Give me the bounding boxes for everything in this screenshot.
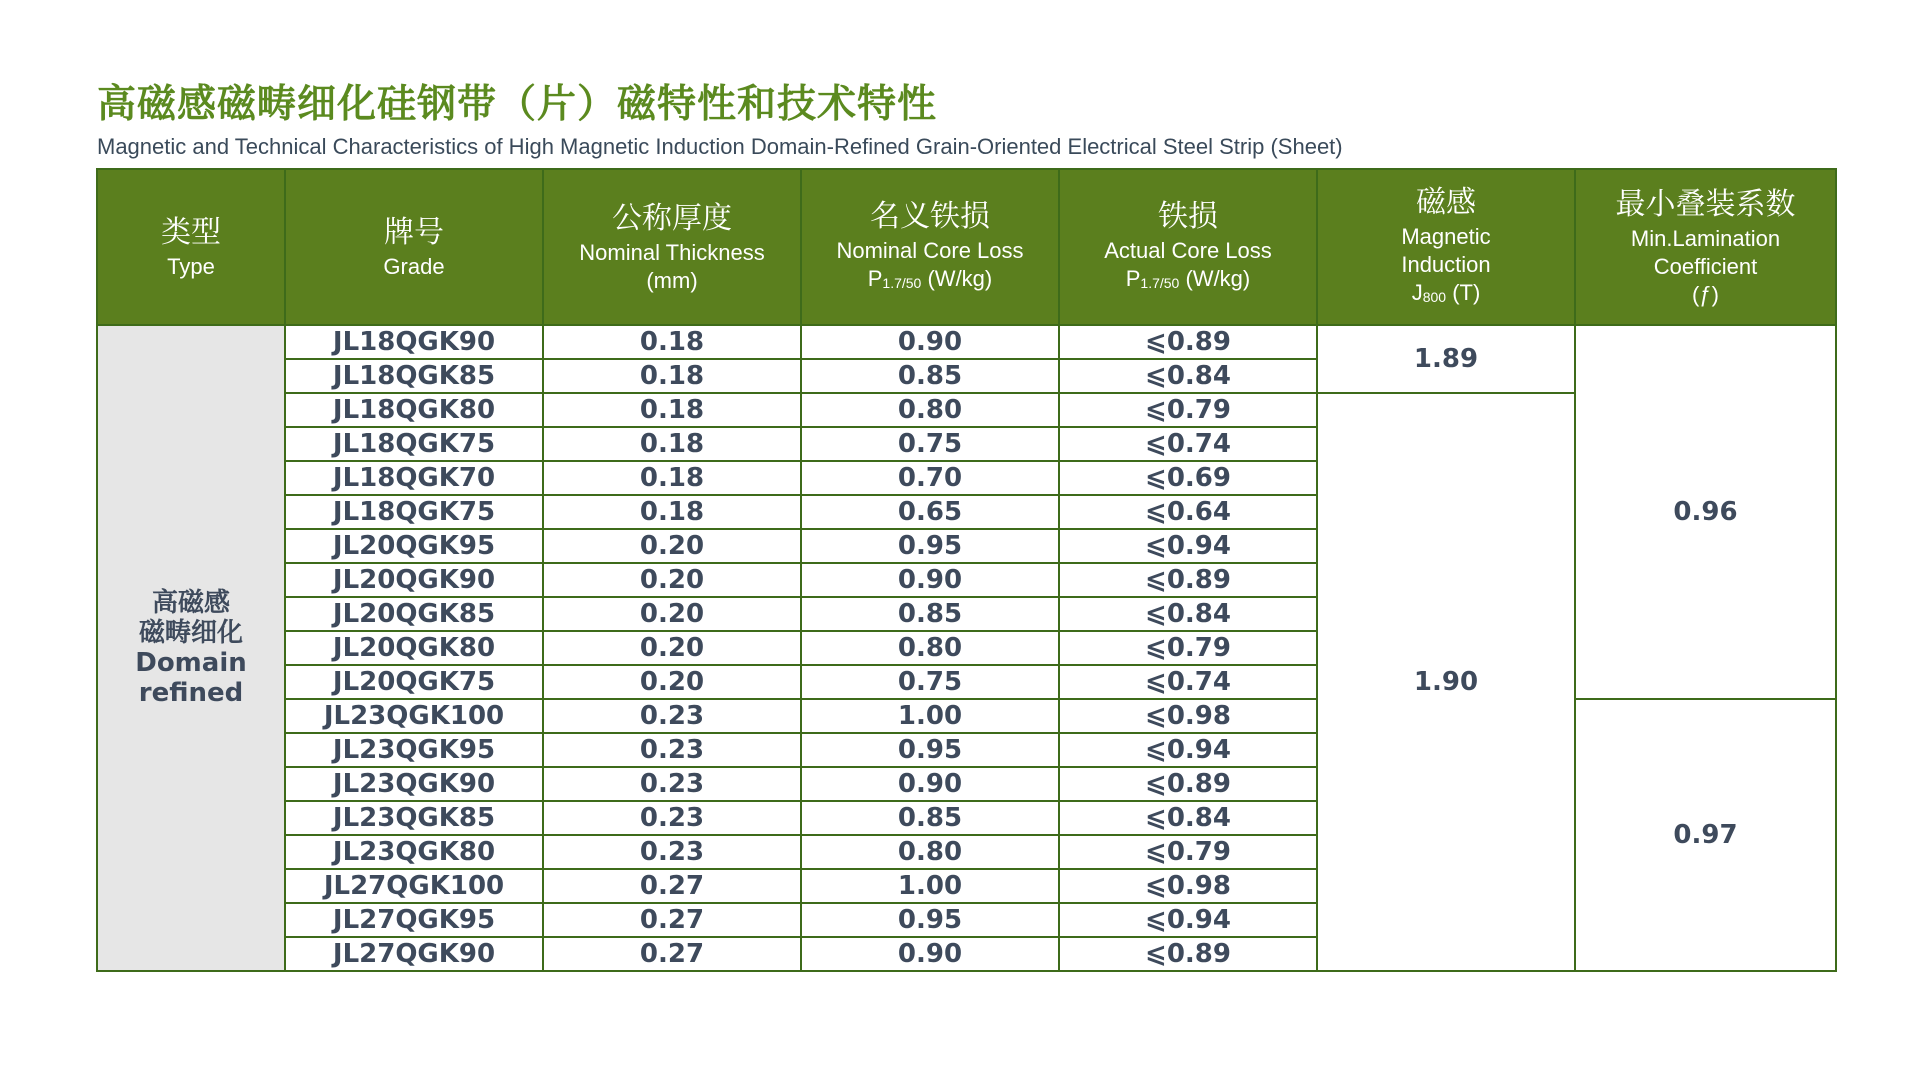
nominal-loss-cell: 1.00 [801, 869, 1059, 903]
header-row [97, 169, 1836, 325]
grade-cell: JL27QGK90 [285, 937, 543, 971]
thickness-cell: 0.27 [543, 937, 801, 971]
header-grade [285, 169, 543, 325]
nominal-loss-cell: 0.80 [801, 631, 1059, 665]
nominal-loss-cell: 0.80 [801, 835, 1059, 869]
type-label-en2: refined [138, 678, 244, 708]
thickness-cell: 0.23 [543, 801, 801, 835]
actual-loss-cell: ⩽0.98 [1059, 699, 1317, 733]
header-actual-loss-en: Actual Core Loss [1104, 238, 1272, 263]
thickness-cell: 0.18 [543, 427, 801, 461]
actual-loss-cell: ⩽0.89 [1059, 325, 1317, 359]
actual-loss-cell: ⩽0.69 [1059, 461, 1317, 495]
thickness-cell: 0.27 [543, 869, 801, 903]
lamination-cell: 0.97 [1575, 699, 1836, 971]
nominal-loss-cell: 0.90 [801, 937, 1059, 971]
header-actual-loss-sub: 1.7/50 [1140, 275, 1180, 291]
thickness-cell: 0.27 [543, 903, 801, 937]
thickness-cell: 0.20 [543, 597, 801, 631]
header-lamination-cn: 最小叠装系数 [1615, 187, 1796, 222]
grade-cell: JL27QGK95 [285, 903, 543, 937]
nominal-loss-cell: 0.75 [801, 427, 1059, 461]
actual-loss-cell: ⩽0.74 [1059, 665, 1317, 699]
actual-loss-cell: ⩽0.84 [1059, 801, 1317, 835]
table-row [97, 699, 1836, 733]
thickness-cell: 0.18 [543, 393, 801, 427]
header-actual-loss-unit [1060, 265, 1316, 297]
header-nominal-loss [801, 169, 1059, 325]
thickness-cell: 0.20 [543, 563, 801, 597]
grade-cell: JL20QGK95 [285, 529, 543, 563]
header-actual-loss-cn: 铁损 [1158, 199, 1218, 234]
thickness-cell: 0.23 [543, 767, 801, 801]
spec-table [96, 168, 1837, 972]
header-type-cn: 类型 [161, 215, 221, 250]
thickness-cell: 0.20 [543, 665, 801, 699]
header-grade-en: Grade [383, 254, 445, 279]
header-lamination [1575, 169, 1836, 325]
actual-loss-cell: ⩽0.79 [1059, 835, 1317, 869]
header-nominal-loss-en: Nominal Core Loss [836, 238, 1024, 263]
nominal-loss-cell: 0.95 [801, 733, 1059, 767]
thickness-cell: 0.20 [543, 631, 801, 665]
header-nominal-loss-unit [802, 265, 1058, 297]
header-type-en: Type [167, 254, 215, 279]
actual-loss-cell: ⩽0.94 [1059, 903, 1317, 937]
actual-loss-cell: ⩽0.64 [1059, 495, 1317, 529]
actual-loss-cell: ⩽0.89 [1059, 767, 1317, 801]
nominal-loss-cell: 0.90 [801, 767, 1059, 801]
page-title: 高磁感磁畴细化硅钢带（片）磁特性和技术特性 [97, 82, 938, 127]
nominal-loss-cell: 0.75 [801, 665, 1059, 699]
header-type [97, 169, 285, 325]
actual-loss-cell: ⩽0.94 [1059, 529, 1317, 563]
induction-cell: 1.90 [1317, 393, 1575, 971]
grade-cell: JL23QGK85 [285, 801, 543, 835]
nominal-loss-cell: 0.80 [801, 393, 1059, 427]
actual-loss-cell: ⩽0.89 [1059, 563, 1317, 597]
grade-cell: JL18QGK75 [285, 427, 543, 461]
grade-cell: JL20QGK85 [285, 597, 543, 631]
grade-cell: JL18QGK75 [285, 495, 543, 529]
grade-cell: JL23QGK90 [285, 767, 543, 801]
actual-loss-cell: ⩽0.79 [1059, 631, 1317, 665]
actual-loss-cell: ⩽0.79 [1059, 393, 1317, 427]
header-thickness-en: Nominal Thickness [579, 240, 765, 265]
header-grade-cn: 牌号 [384, 215, 444, 250]
nominal-loss-cell: 1.00 [801, 699, 1059, 733]
grade-cell: JL18QGK90 [285, 325, 543, 359]
type-label-cn1: 高磁感 [151, 588, 230, 618]
table-body [97, 325, 1836, 971]
grade-cell: JL18QGK70 [285, 461, 543, 495]
header-lamination-en2: Coefficient [1653, 254, 1758, 279]
thickness-cell: 0.18 [543, 495, 801, 529]
header-nominal-loss-sub: 1.7/50 [882, 275, 922, 291]
header-induction-sub: 800 [1422, 289, 1447, 305]
header-induction-unit [1318, 279, 1574, 311]
grade-cell: JL18QGK80 [285, 393, 543, 427]
grade-cell: JL20QGK80 [285, 631, 543, 665]
header-thickness [543, 169, 801, 325]
header-nominal-loss-symbol: P [867, 266, 883, 291]
nominal-loss-cell: 0.95 [801, 529, 1059, 563]
table-row [97, 325, 1836, 359]
actual-loss-cell: ⩽0.89 [1059, 937, 1317, 971]
header-induction-en2: Induction [1401, 252, 1491, 277]
grade-cell: JL23QGK100 [285, 699, 543, 733]
nominal-loss-cell: 0.85 [801, 359, 1059, 393]
actual-loss-cell: ⩽0.94 [1059, 733, 1317, 767]
grade-cell: JL23QGK80 [285, 835, 543, 869]
actual-loss-cell: ⩽0.84 [1059, 359, 1317, 393]
header-induction [1317, 169, 1575, 325]
thickness-cell: 0.18 [543, 325, 801, 359]
type-label-en1: Domain [135, 648, 247, 678]
thickness-cell: 0.18 [543, 461, 801, 495]
thickness-cell: 0.23 [543, 835, 801, 869]
type-cell [97, 325, 285, 971]
header-actual-loss [1059, 169, 1317, 325]
header-lamination-symbol: (ƒ) [1692, 282, 1719, 307]
header-thickness-unit: (mm) [646, 268, 698, 293]
type-label-cn2: 磁畴细化 [138, 618, 243, 648]
lamination-cell: 0.96 [1575, 325, 1836, 699]
grade-cell: JL18QGK85 [285, 359, 543, 393]
actual-loss-cell: ⩽0.84 [1059, 597, 1317, 631]
page-subtitle: Magnetic and Technical Characteristics of High Magnetic Induction Domain-Refined Grain-Oriented Electrical Steel Strip (Sheet) [97, 134, 1343, 159]
header-thickness-cn: 公称厚度 [612, 201, 732, 236]
header-lamination-en1: Min.Lamination [1630, 226, 1781, 251]
nominal-loss-cell: 0.85 [801, 597, 1059, 631]
header-actual-loss-symbol: P [1125, 266, 1141, 291]
header-induction-en1: Magnetic [1401, 224, 1491, 249]
grade-cell: JL20QGK90 [285, 563, 543, 597]
actual-loss-cell: ⩽0.74 [1059, 427, 1317, 461]
nominal-loss-cell: 0.90 [801, 563, 1059, 597]
header-nominal-loss-cn: 名义铁损 [870, 199, 990, 234]
nominal-loss-cell: 0.70 [801, 461, 1059, 495]
thickness-cell: 0.18 [543, 359, 801, 393]
header-actual-loss-unit-text: (W/kg) [1179, 266, 1251, 291]
nominal-loss-cell: 0.65 [801, 495, 1059, 529]
thickness-cell: 0.20 [543, 529, 801, 563]
grade-cell: JL27QGK100 [285, 869, 543, 903]
nominal-loss-cell: 0.95 [801, 903, 1059, 937]
induction-cell: 1.89 [1317, 325, 1575, 393]
header-nominal-loss-unit-text: (W/kg) [921, 266, 993, 291]
thickness-cell: 0.23 [543, 699, 801, 733]
actual-loss-cell: ⩽0.98 [1059, 869, 1317, 903]
thickness-cell: 0.23 [543, 733, 801, 767]
nominal-loss-cell: 0.90 [801, 325, 1059, 359]
header-induction-symbol: J [1411, 280, 1423, 305]
grade-cell: JL20QGK75 [285, 665, 543, 699]
grade-cell: JL23QGK95 [285, 733, 543, 767]
nominal-loss-cell: 0.85 [801, 801, 1059, 835]
header-induction-unit-text: (T) [1446, 280, 1481, 305]
header-induction-cn: 磁感 [1416, 185, 1476, 220]
